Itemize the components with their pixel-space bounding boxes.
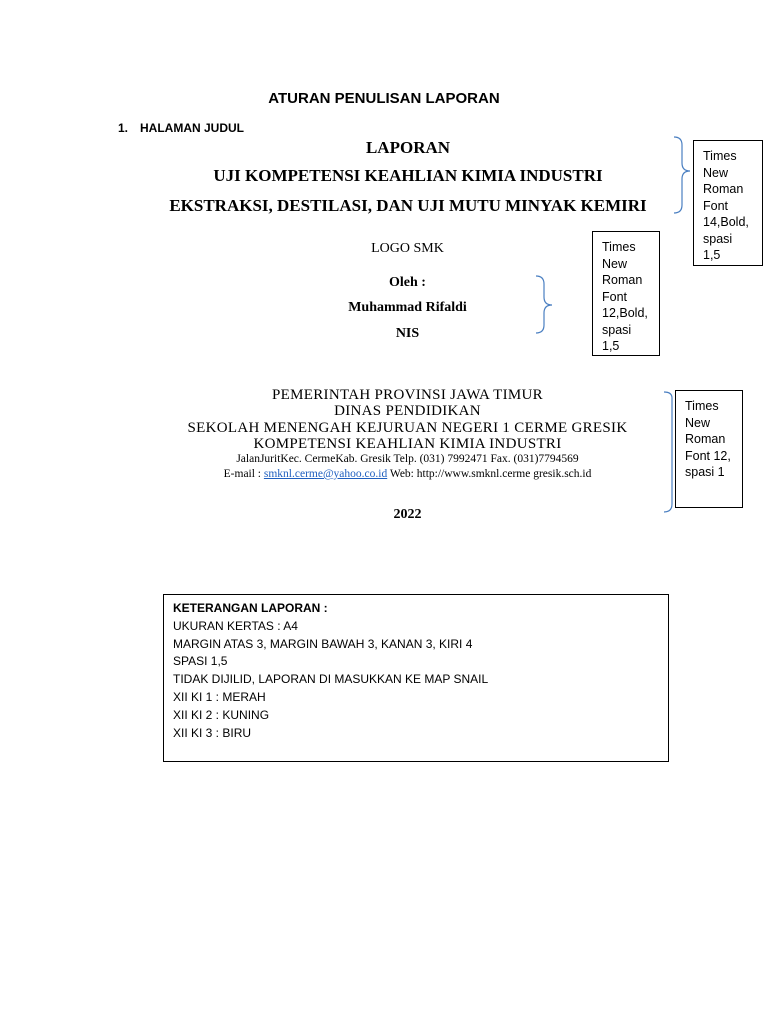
cover-title-line-1: LAPORAN xyxy=(365,138,451,157)
note-line: 1,5 xyxy=(602,339,620,353)
report-notes-line: XII KI 1 : MERAH xyxy=(173,689,266,704)
report-notes-line: UKURAN KERTAS : A4 xyxy=(173,618,298,633)
gov-line-3: SEKOLAH MENENGAH KEJURUAN NEGERI 1 CERME GRESIK xyxy=(187,420,628,436)
section-label: HALAMAN JUDUL xyxy=(140,121,244,135)
by-label: Oleh : xyxy=(389,275,426,290)
note-line: New xyxy=(602,256,628,271)
note-line: Times xyxy=(685,399,719,413)
bracket-institution xyxy=(664,392,672,512)
bracket-title xyxy=(674,137,690,213)
note-title-format xyxy=(693,140,763,266)
note-line: Roman xyxy=(703,182,744,196)
note-line: spasi xyxy=(602,322,632,337)
note-line: Roman xyxy=(685,432,726,446)
note-line: spasi xyxy=(703,231,733,246)
email-link[interactable]: smknl.cerme@yahoo.co.id xyxy=(263,468,388,480)
report-notes-line: SPASI 1,5 xyxy=(173,654,228,669)
cover-title-line-2: UJI KOMPETENSI KEAHLIAN KIMIA INDUSTRI xyxy=(213,166,603,185)
page-title: ATURAN PENULISAN LAPORAN xyxy=(268,90,500,107)
gov-line-1: PEMERINTAH PROVINSI JAWA TIMUR xyxy=(272,387,543,403)
note-line: Roman xyxy=(602,273,643,287)
note-author-format xyxy=(592,231,660,356)
author-name: Muhammad Rifaldi xyxy=(348,300,467,315)
report-notes-heading: KETERANGAN LAPORAN : xyxy=(173,601,328,615)
note-line: Times xyxy=(703,149,737,163)
note-line: 12,Bold, xyxy=(602,306,648,320)
web-text: Web: http://www.smknl.cerme gresik.sch.id xyxy=(387,468,592,480)
note-line: spasi 1 xyxy=(685,465,725,479)
note-line: Times xyxy=(602,240,636,254)
report-notes-line: XII KI 2 : KUNING xyxy=(173,707,270,722)
note-institution-format xyxy=(675,390,743,508)
report-notes-line: TIDAK DIJILID, LAPORAN DI MASUKKAN KE MAP SNAIL xyxy=(173,672,489,687)
cover-title-line-3: EKSTRAKSI, DESTILASI, DAN UJI MUTU MINYAK KEMIRI xyxy=(169,196,647,215)
report-year: 2022 xyxy=(393,507,422,522)
note-line: 14,Bold, xyxy=(703,215,749,229)
note-line: New xyxy=(703,165,729,180)
note-line: 1,5 xyxy=(703,248,721,262)
school-address: JalanJuritKec. CermeKab. Gresik Telp. (031) 7992471 Fax. (031)7794569 xyxy=(236,453,579,465)
section-number: 1. xyxy=(118,121,129,135)
note-line: New xyxy=(685,415,711,430)
email-prefix: E-mail : xyxy=(223,468,264,480)
note-line: Font xyxy=(703,198,729,213)
logo-placeholder: LOGO SMK xyxy=(371,241,444,256)
note-line: Font xyxy=(602,289,628,304)
gov-line-4: KOMPETENSI KEAHLIAN KIMIA INDUSTRI xyxy=(253,436,562,452)
student-id-label: NIS xyxy=(395,326,420,341)
report-notes-box xyxy=(163,594,669,762)
report-notes-line: MARGIN ATAS 3, MARGIN BAWAH 3, KANAN 3, KIRI 4 xyxy=(173,636,473,651)
gov-line-2: DINAS PENDIDIKAN xyxy=(334,403,481,419)
report-notes-line: XII KI 3 : BIRU xyxy=(173,725,252,740)
note-line: Font 12, xyxy=(685,448,731,463)
bracket-author xyxy=(536,276,552,333)
